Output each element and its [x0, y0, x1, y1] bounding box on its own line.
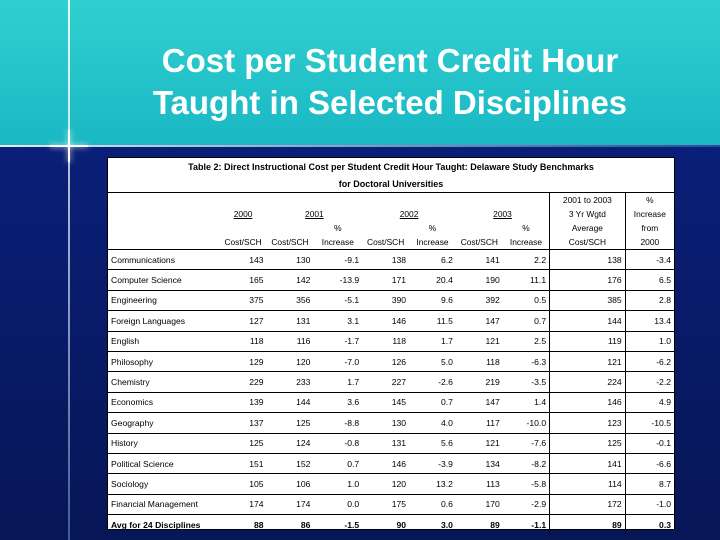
cost-2001: 144: [267, 392, 314, 412]
slide-title-line-1: Cost per Student Credit Hour: [161, 42, 619, 79]
three-yr-avg: 138: [550, 250, 626, 270]
pct-increase-2002: -2.6: [409, 372, 456, 392]
table-row: [108, 250, 674, 270]
cost-2001: 174: [267, 494, 314, 514]
three-yr-avg: 114: [550, 474, 626, 494]
three-yr-avg: 119: [550, 331, 626, 351]
pct-increase-2001: -0.8: [313, 433, 362, 453]
cost-2002: 175: [362, 494, 409, 514]
cost-2000: 105: [220, 474, 267, 494]
discipline-name: Philosophy: [108, 351, 220, 371]
table-row: [108, 453, 674, 473]
table-row: [108, 515, 674, 535]
header-pct-line2: Increase: [625, 207, 674, 221]
header-increase-2002: Increase: [416, 237, 449, 247]
cost-2002: 146: [362, 311, 409, 331]
pct-increase-from-2000: -0.1: [625, 433, 674, 453]
pct-increase-2002: 5.0: [409, 351, 456, 371]
header-cost-2003: Cost/SCH: [460, 237, 498, 247]
pct-increase-from-2000: 6.5: [625, 270, 674, 290]
discipline-name: Financial Management: [108, 494, 220, 514]
header-cost-2001: Cost/SCH: [271, 237, 309, 247]
pct-increase-2001: 1.7: [313, 372, 362, 392]
cost-2000: 151: [220, 453, 267, 473]
pct-increase-2003: 2.5: [503, 331, 550, 351]
cost-2003: 117: [456, 413, 503, 433]
table-row: [108, 413, 674, 433]
table-row: [108, 474, 674, 494]
cost-2001: 106: [267, 474, 314, 494]
pct-increase-2001: 0.7: [313, 453, 362, 473]
cost-2002: 120: [362, 474, 409, 494]
three-yr-avg: 89: [550, 515, 626, 535]
pct-increase-2002: 0.7: [409, 392, 456, 412]
cost-2002: 126: [362, 351, 409, 371]
discipline-name: Chemistry: [108, 372, 220, 392]
cost-2002: 145: [362, 392, 409, 412]
pct-increase-from-2000: -6.2: [625, 351, 674, 371]
cost-2000: 375: [220, 290, 267, 310]
pct-increase-2002: 11.5: [409, 311, 456, 331]
cost-2003: 121: [456, 433, 503, 453]
pct-increase-from-2000: -1.0: [625, 494, 674, 514]
three-yr-avg: 141: [550, 453, 626, 473]
table-row: [108, 290, 674, 310]
cost-2003: 134: [456, 453, 503, 473]
three-yr-avg: 144: [550, 311, 626, 331]
header-increase-2001: Increase: [321, 237, 354, 247]
slide-title-line-2: Taught in Selected Disciplines: [152, 84, 628, 121]
cost-2003: 89: [456, 515, 503, 535]
pct-increase-2003: 0.7: [503, 311, 550, 331]
cost-2001: 152: [267, 453, 314, 473]
cost-2003: 190: [456, 270, 503, 290]
pct-increase-2001: -13.9: [313, 270, 362, 290]
header-avg-line3: Average: [550, 221, 626, 235]
cost-2003: 141: [456, 250, 503, 270]
pct-increase-2001: -7.0: [313, 351, 362, 371]
pct-increase-2003: -10.0: [503, 413, 550, 433]
cost-2003: 219: [456, 372, 503, 392]
table-caption: Table 2: Direct Instructional Cost per Student Credit Hour Taught: Delaware Study Benchmarks: [188, 161, 594, 172]
cost-2000: 174: [220, 494, 267, 514]
table-row: [108, 494, 674, 514]
header-cost-avg: Cost/SCH: [550, 235, 626, 250]
pct-increase-from-2000: 8.7: [625, 474, 674, 494]
cost-2003: 113: [456, 474, 503, 494]
cost-2002: 390: [362, 290, 409, 310]
cost-2000: 127: [220, 311, 267, 331]
pct-increase-2002: 1.7: [409, 331, 456, 351]
cost-2001: 233: [267, 372, 314, 392]
pct-increase-2001: -5.1: [313, 290, 362, 310]
cost-2002: 118: [362, 331, 409, 351]
header-pct-line3: from: [625, 221, 674, 235]
header-increase-2003: Increase: [509, 237, 543, 247]
table-row: [108, 392, 674, 412]
cost-2003: 118: [456, 351, 503, 371]
pct-increase-2002: 3.0: [409, 515, 456, 535]
cost-2000: 118: [220, 331, 267, 351]
pct-increase-2001: 3.1: [313, 311, 362, 331]
pct-increase-2003: -1.1: [503, 515, 550, 535]
pct-increase-from-2000: -6.6: [625, 453, 674, 473]
three-yr-avg: 121: [550, 351, 626, 371]
table-row: [108, 270, 674, 290]
table-row: [108, 351, 674, 371]
cost-2001: 124: [267, 433, 314, 453]
discipline-name: Computer Science: [108, 270, 220, 290]
pct-increase-2002: 0.6: [409, 494, 456, 514]
pct-increase-from-2000: 4.9: [625, 392, 674, 412]
header-cost-2000: Cost/SCH: [224, 237, 262, 247]
pct-increase-2001: -8.8: [313, 413, 362, 433]
cost-2003: 392: [456, 290, 503, 310]
cost-2000: 143: [220, 250, 267, 270]
slide-title: [80, 40, 700, 124]
benchmark-table-frame: [107, 157, 675, 530]
header-cost-2002: Cost/SCH: [367, 237, 405, 247]
pct-increase-from-2000: -3.4: [625, 250, 674, 270]
cost-2003: 121: [456, 331, 503, 351]
sparkle-decoration: [50, 140, 88, 152]
discipline-name: Communications: [108, 250, 220, 270]
pct-increase-2003: -2.9: [503, 494, 550, 514]
cost-2001: 131: [267, 311, 314, 331]
cost-2000: 88: [220, 515, 267, 535]
cost-2001: 86: [267, 515, 314, 535]
pct-increase-2003: -5.8: [503, 474, 550, 494]
pct-increase-2003: -7.6: [503, 433, 550, 453]
decorative-vertical-line: [68, 0, 70, 540]
cost-2001: 116: [267, 331, 314, 351]
header-avg-line1: 2001 to 2003: [550, 193, 626, 208]
header-year-2003: 2003: [493, 209, 512, 219]
table-row: [108, 372, 674, 392]
pct-increase-2003: 1.4: [503, 392, 550, 412]
cost-2001: 120: [267, 351, 314, 371]
pct-increase-2001: 1.0: [313, 474, 362, 494]
discipline-name: History: [108, 433, 220, 453]
pct-increase-2002: 5.6: [409, 433, 456, 453]
table-row: [108, 433, 674, 453]
pct-increase-2002: -3.9: [409, 453, 456, 473]
table-caption-subtitle: for Doctoral Universities: [338, 178, 444, 189]
pct-increase-2002: 9.6: [409, 290, 456, 310]
discipline-name: Sociology: [108, 474, 220, 494]
header-pct-2001: %: [334, 223, 342, 233]
discipline-name: Engineering: [108, 290, 220, 310]
discipline-name: Economics: [108, 392, 220, 412]
header-pct-2003: %: [522, 223, 530, 233]
discipline-name: Geography: [108, 413, 220, 433]
header-pct-2002: %: [428, 223, 437, 233]
pct-increase-2003: -3.5: [503, 372, 550, 392]
pct-increase-2002: 6.2: [409, 250, 456, 270]
pct-increase-2002: 4.0: [409, 413, 456, 433]
cost-2003: 147: [456, 392, 503, 412]
pct-increase-2003: 2.2: [503, 250, 550, 270]
three-yr-avg: 125: [550, 433, 626, 453]
cost-2003: 147: [456, 311, 503, 331]
header-pct-line1: %: [625, 193, 674, 208]
pct-increase-2001: 0.0: [313, 494, 362, 514]
pct-increase-from-2000: -2.2: [625, 372, 674, 392]
cost-2001: 125: [267, 413, 314, 433]
discipline-name: Political Science: [108, 453, 220, 473]
pct-increase-2002: 13.2: [409, 474, 456, 494]
pct-increase-2001: 3.6: [313, 392, 362, 412]
cost-2000: 139: [220, 392, 267, 412]
pct-increase-2002: 20.4: [409, 270, 456, 290]
three-yr-avg: 172: [550, 494, 626, 514]
pct-increase-from-2000: 0.3: [625, 515, 674, 535]
pct-increase-2001: -9.1: [313, 250, 362, 270]
pct-increase-from-2000: 13.4: [625, 311, 674, 331]
pct-increase-2001: -1.5: [313, 515, 362, 535]
discipline-name: Foreign Languages: [108, 311, 220, 331]
cost-2000: 129: [220, 351, 267, 371]
cost-2000: 229: [220, 372, 267, 392]
cost-2002: 131: [362, 433, 409, 453]
cost-2002: 171: [362, 270, 409, 290]
three-yr-avg: 224: [550, 372, 626, 392]
cost-2002: 90: [362, 515, 409, 535]
table-row: [108, 331, 674, 351]
pct-increase-2001: -1.7: [313, 331, 362, 351]
three-yr-avg: 176: [550, 270, 626, 290]
three-yr-avg: 123: [550, 413, 626, 433]
cost-2001: 142: [267, 270, 314, 290]
three-yr-avg: 146: [550, 392, 626, 412]
pct-increase-2003: 11.1: [503, 270, 550, 290]
pct-increase-from-2000: -10.5: [625, 413, 674, 433]
header-pct-line4: 2000: [625, 235, 674, 250]
header-year-2001: 2001: [305, 209, 324, 219]
pct-increase-2003: 0.5: [503, 290, 550, 310]
cost-2002: 227: [362, 372, 409, 392]
cost-2000: 125: [220, 433, 267, 453]
benchmark-table: [108, 158, 674, 534]
cost-2002: 138: [362, 250, 409, 270]
pct-increase-from-2000: 1.0: [625, 331, 674, 351]
header-year-2000: 2000: [233, 209, 253, 219]
cost-2000: 165: [220, 270, 267, 290]
pct-increase-from-2000: 2.8: [625, 290, 674, 310]
header-year-2002: 2002: [399, 209, 419, 219]
cost-2002: 130: [362, 413, 409, 433]
decorative-horizontal-line: [0, 145, 720, 147]
header-avg-line2: 3 Yr Wgtd: [550, 207, 626, 221]
table-body: [108, 250, 674, 535]
discipline-name: English: [108, 331, 220, 351]
table-row: [108, 311, 674, 331]
cost-2001: 356: [267, 290, 314, 310]
cost-2002: 146: [362, 453, 409, 473]
discipline-name: Avg for 24 Disciplines: [108, 515, 220, 535]
pct-increase-2003: -6.3: [503, 351, 550, 371]
three-yr-avg: 385: [550, 290, 626, 310]
pct-increase-2003: -8.2: [503, 453, 550, 473]
cost-2003: 170: [456, 494, 503, 514]
cost-2001: 130: [267, 250, 314, 270]
cost-2000: 137: [220, 413, 267, 433]
